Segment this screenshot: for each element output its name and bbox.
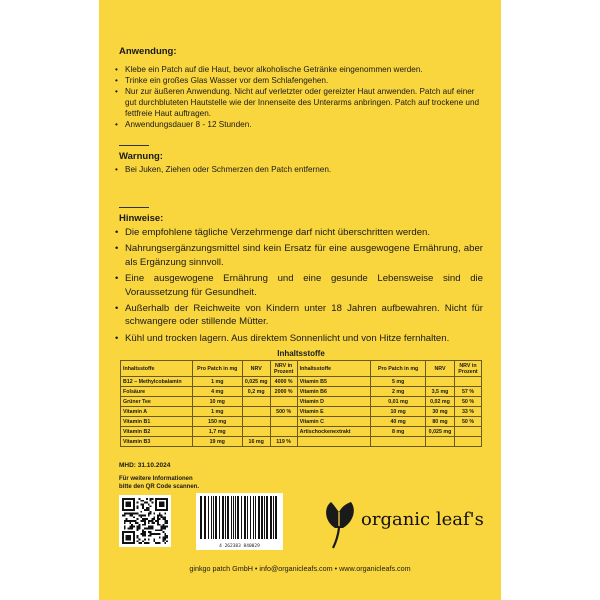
table-cell: Vitamin C [297, 417, 371, 427]
table-cell: 33 % [454, 407, 481, 417]
table-header-cell: Pro Patch in mg [192, 361, 242, 377]
list-item: • Anwendungsdauer 8 - 12 Stunden. [113, 119, 487, 130]
table-cell: 119 % [270, 437, 297, 447]
brand-name: organic leaf's [361, 509, 484, 530]
table-cell: 2000 % [270, 387, 297, 397]
list-item: • Nahrungsergänzungsmittel sind kein Ersatz für eine ausgewogene Ernährung, aber als Ergänzung sinnvoll. [113, 242, 483, 269]
inhaltsstoffe-table [120, 360, 482, 447]
table-cell: 57 % [454, 387, 481, 397]
warnung-title: Warnung: [119, 151, 163, 162]
inhaltsstoffe-title: Inhaltsstoffe [277, 349, 325, 358]
table-cell: Vitamin B6 [297, 387, 371, 397]
divider [119, 145, 149, 146]
table-cell [426, 437, 455, 447]
table-cell [454, 427, 481, 437]
table-cell: 4000 % [270, 377, 297, 387]
table-cell [270, 397, 297, 407]
table-header-cell: Pro Patch in mg [371, 361, 426, 377]
table-cell [454, 437, 481, 447]
table-cell: 5 mg [371, 377, 426, 387]
table-cell: 19 mg [192, 437, 242, 447]
best-before-date: MHD: 31.10.2024 [119, 462, 171, 469]
barcode-icon [196, 493, 283, 550]
table-cell: Vitamin A [121, 407, 193, 417]
list-item: • Bei Juken, Ziehen oder Schmerzen den Patch entfernen. [113, 164, 487, 175]
barcode-number: 4 262383 840029 [219, 544, 260, 549]
list-item: • Eine ausgewogene Ernährung und eine gesunde Lebensweise sind die Voraussetzung für Gesundheit. [113, 272, 483, 299]
table-row [121, 427, 482, 437]
table-cell: 40 mg [371, 417, 426, 427]
list-item: • Nur zur äußeren Anwendung. Nicht auf verletzter oder gereizter Haut anwenden. Patch auf einer gut durchbluteten Hautstelle wie der Innenseite des Unterarms anbringen. Patch auf trockene und fettfreie Haut auftragen. [113, 86, 487, 119]
table-cell: 0,2 mg [242, 387, 270, 397]
table-row [121, 407, 482, 417]
table-cell [371, 437, 426, 447]
ginkgo-leaf-icon [321, 498, 361, 550]
table-cell: Vitamin B2 [121, 427, 193, 437]
table-header-cell: NRV in Prozent [270, 361, 297, 377]
table-cell [454, 377, 481, 387]
table-cell [242, 397, 270, 407]
table-cell: Artischockenextrakt [297, 427, 371, 437]
table-cell: B12 – Methylcobalamin [121, 377, 193, 387]
table-cell: 1,7 mg [192, 427, 242, 437]
anwendung-list [113, 64, 487, 130]
list-item: • Trinke ein großes Glas Wasser vor dem Schlafengehen. [113, 75, 487, 86]
info-line: Für weitere Informationen [119, 476, 193, 482]
table-cell: 10 mg [371, 407, 426, 417]
table-header-cell: Inhaltsstoffe [297, 361, 371, 377]
qr-code-icon[interactable] [119, 495, 171, 547]
table-cell: Vitamin D [297, 397, 371, 407]
table-cell: 500 % [270, 407, 297, 417]
table-row [121, 417, 482, 427]
table-cell [242, 427, 270, 437]
table-cell [270, 417, 297, 427]
table-row [121, 437, 482, 447]
table-cell: 3,5 mg [426, 387, 455, 397]
table-cell: Vitamin B3 [121, 437, 193, 447]
table-cell: 0,025 mg [242, 377, 270, 387]
table-cell [242, 417, 270, 427]
hinweise-list [113, 226, 483, 348]
table-cell: 4 mg [192, 387, 242, 397]
table-cell: 8 mg [371, 427, 426, 437]
table-cell: 150 mg [192, 417, 242, 427]
table-cell: 50 % [454, 397, 481, 407]
table-cell: Grüner Tee [121, 397, 193, 407]
footer-contact: ginkgo patch GmbH • info@organicleafs.com • www.organicleafs.com [189, 564, 411, 573]
table-cell [426, 377, 455, 387]
table-cell: 80 mg [426, 417, 455, 427]
table-header-cell: NRV [242, 361, 270, 377]
table-cell [297, 437, 371, 447]
table-row [121, 377, 482, 387]
table-cell: 2 mg [371, 387, 426, 397]
table-header-row [121, 361, 482, 377]
list-item: • Außerhalb der Reichweite von Kindern unter 18 Jahren aufbewahren. Nicht für schwangere oder stillende Mütter. [113, 302, 483, 329]
table-row [121, 387, 482, 397]
product-label [99, 0, 501, 600]
table-cell: 0,01 mg [371, 397, 426, 407]
table-cell: 0,025 mg [426, 427, 455, 437]
table-cell: 1 mg [192, 377, 242, 387]
table-cell: Vitamin B5 [297, 377, 371, 387]
list-item: • Kühl und trocken lagern. Aus direktem Sonnenlicht und von Hitze fernhalten. [113, 332, 483, 345]
table-cell: 1 mg [192, 407, 242, 417]
anwendung-title: Anwendung: [119, 46, 177, 57]
warnung-list [113, 164, 487, 175]
list-item: • Klebe ein Patch auf die Haut, bevor alkoholische Getränke eingenommen werden. [113, 64, 487, 75]
table-cell: 30 mg [426, 407, 455, 417]
table-row [121, 397, 482, 407]
more-info-text [119, 475, 199, 491]
table-cell: Folsäure [121, 387, 193, 397]
table-cell: 16 mg [242, 437, 270, 447]
table-header-cell: NRV in Prozent [454, 361, 481, 377]
table-cell: Vitamin E [297, 407, 371, 417]
table-cell: 50 % [454, 417, 481, 427]
table-header-cell: Inhaltsstoffe [121, 361, 193, 377]
table-cell [242, 407, 270, 417]
info-line: bitte den QR Code scannen. [119, 484, 200, 490]
table-cell: Vitamin B1 [121, 417, 193, 427]
hinweise-title: Hinweise: [119, 213, 164, 224]
divider [119, 207, 149, 208]
table-header-cell: NRV [426, 361, 455, 377]
table-cell [270, 427, 297, 437]
table-cell: 10 mg [192, 397, 242, 407]
table-cell: 0,02 mg [426, 397, 455, 407]
list-item: • Die empfohlene tägliche Verzehrmenge darf nicht überschritten werden. [113, 226, 483, 239]
